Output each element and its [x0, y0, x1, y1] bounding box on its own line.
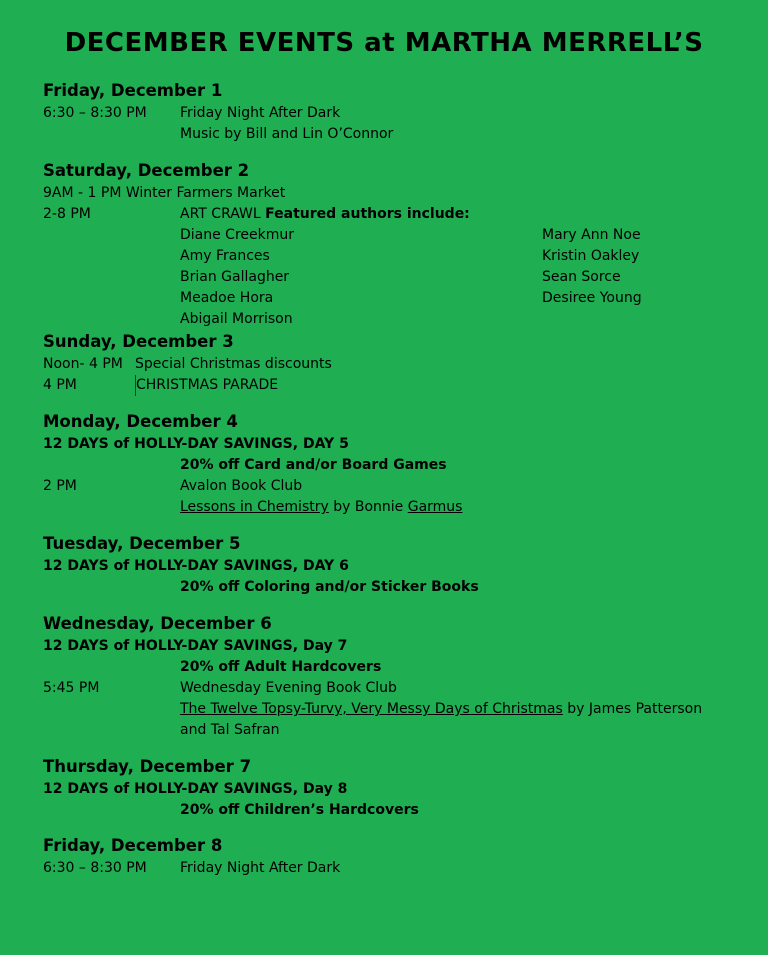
event-title: Avalon Book Club [180, 478, 303, 494]
book-by-continued: and Tal Safran [180, 722, 280, 738]
event-detail: Music by Bill and Lin O’Connor [180, 126, 394, 142]
book-by: by Bonnie [328, 499, 408, 515]
event-time: 6:30 – 8:30 PM [43, 105, 147, 121]
event-time: 5:45 PM [43, 680, 100, 696]
event-title: CHRISTMAS PARADE [135, 375, 278, 396]
page-title: DECEMBER EVENTS at MARTHA MERRELL’S [64, 28, 704, 58]
savings-banner: 12 DAYS of HOLLY-DAY SAVINGS, Day 8 [43, 781, 348, 797]
event-time: 6:30 – 8:30 PM [43, 860, 147, 876]
day-section-dec4 [43, 410, 743, 518]
day-section-dec3 [43, 330, 743, 396]
author-name: Brian Gallagher [180, 269, 290, 285]
day-heading: Friday, December 8 [43, 836, 223, 855]
author-name: Desiree Young [542, 290, 642, 306]
event-time: Noon- 4 PM [43, 356, 123, 372]
book-by: by James Patterson [562, 701, 703, 717]
featured-authors-label: Featured authors include: [265, 206, 470, 222]
day-section-dec5 [43, 532, 743, 598]
event-title: Wednesday Evening Book Club [180, 680, 397, 696]
day-heading: Saturday, December 2 [43, 161, 250, 180]
day-section-dec8 [43, 834, 743, 879]
day-section-dec1 [43, 79, 743, 145]
event-time: 4 PM [43, 377, 77, 393]
day-heading: Monday, December 4 [43, 412, 238, 431]
event-time: 2-8 PM [43, 206, 91, 222]
day-heading: Friday, December 1 [43, 81, 223, 100]
deal-text: 20% off Coloring and/or Sticker Books [180, 579, 479, 595]
art-crawl-label: ART CRAWL [180, 206, 261, 222]
author-name: Sean Sorce [542, 269, 621, 285]
day-section-dec6 [43, 612, 743, 741]
book-title: Lessons in Chemistry [180, 499, 329, 515]
event-title: Friday Night After Dark [180, 860, 341, 876]
author-name: Kristin Oakley [542, 248, 640, 264]
savings-banner: 12 DAYS of HOLLY-DAY SAVINGS, Day 7 [43, 638, 348, 654]
author-name: Amy Frances [180, 248, 270, 264]
author-name: Meadoe Hora [180, 290, 274, 306]
savings-banner: 12 DAYS of HOLLY-DAY SAVINGS, DAY 6 [43, 558, 349, 574]
author-name: Mary Ann Noe [542, 227, 641, 243]
savings-banner: 12 DAYS of HOLLY-DAY SAVINGS, DAY 5 [43, 436, 349, 452]
day-heading: Thursday, December 7 [43, 757, 252, 776]
book-title: The Twelve Topsy-Turvy, Very Messy Days of Christmas [180, 701, 563, 717]
day-heading: Tuesday, December 5 [43, 534, 241, 553]
day-section-dec2 [43, 159, 743, 330]
day-section-dec7 [43, 755, 743, 821]
market-event: 9AM - 1 PM Winter Farmers Market [43, 185, 286, 201]
event-title: Friday Night After Dark [180, 105, 341, 121]
day-heading: Wednesday, December 6 [43, 614, 272, 633]
event-title: Special Christmas discounts [135, 356, 332, 372]
deal-text: 20% off Adult Hardcovers [180, 659, 382, 675]
day-heading: Sunday, December 3 [43, 332, 234, 351]
author-name: Diane Creekmur [180, 227, 295, 243]
deal-text: 20% off Children’s Hardcovers [180, 802, 419, 818]
event-time: 2 PM [43, 478, 77, 494]
author-name: Abigail Morrison [180, 311, 293, 327]
deal-text: 20% off Card and/or Board Games [180, 457, 447, 473]
book-author: Garmus [407, 499, 463, 515]
